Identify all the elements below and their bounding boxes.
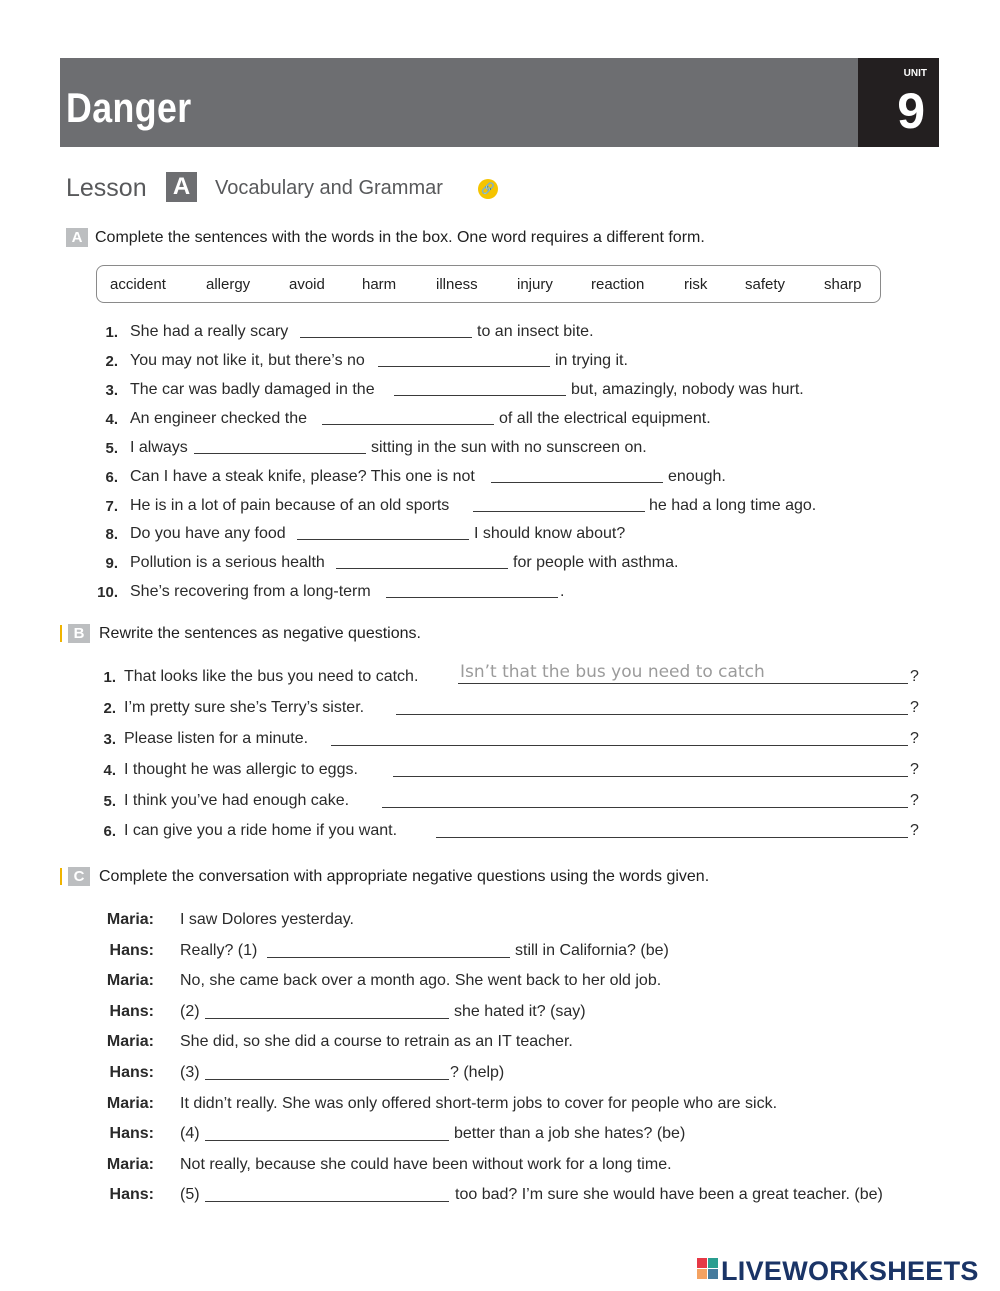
item-number: 6. xyxy=(103,823,116,840)
speaker-name: Maria: xyxy=(106,1095,154,1112)
answer-blank[interactable] xyxy=(205,1200,449,1202)
answer-blank[interactable] xyxy=(396,713,908,715)
question-mark: ? xyxy=(910,730,919,747)
line-text: (2) xyxy=(180,1003,200,1020)
answer-blank[interactable] xyxy=(194,452,366,454)
line-text: It didn’t really. She was only offered short-term jobs to cover for people who are sick. xyxy=(180,1095,778,1112)
item-text-after: . xyxy=(560,583,565,600)
item-text-after: enough. xyxy=(668,468,726,485)
answer-blank[interactable] xyxy=(322,423,494,425)
section-b-instruction: Rewrite the sentences as negative questions. xyxy=(99,625,421,642)
item-number: 6. xyxy=(105,469,118,486)
speaker-name: Maria: xyxy=(106,1033,154,1050)
item-prompt: Please listen for a minute. xyxy=(124,730,309,747)
speaker-name: Maria: xyxy=(106,911,154,928)
answer-text[interactable]: Isn’t that the bus you need to catch xyxy=(460,662,765,682)
line-text: She did, so she did a course to retrain as an IT teacher. xyxy=(180,1033,573,1050)
item-number: 4. xyxy=(105,411,118,428)
item-text-after: he had a long time ago. xyxy=(649,497,817,514)
item-number: 1. xyxy=(103,669,116,686)
item-text-after: sitting in the sun with no sunscreen on. xyxy=(371,439,647,456)
section-b-marker xyxy=(60,625,62,642)
item-number: 5. xyxy=(105,440,118,457)
answer-blank[interactable] xyxy=(382,806,908,808)
question-mark: ? xyxy=(910,699,919,716)
line-text: I saw Dolores yesterday. xyxy=(180,911,354,928)
header-banner xyxy=(60,58,858,147)
item-text-before: Pollution is a serious health xyxy=(130,554,325,571)
line-text-after: too bad? I’m sure she would have been a great teacher. (be) xyxy=(455,1186,883,1203)
item-text-before: An engineer checked the xyxy=(130,410,308,427)
line-text: Not really, because she could have been without work for a long time. xyxy=(180,1156,672,1173)
item-text-before: The car was badly damaged in the xyxy=(130,381,375,398)
answer-blank[interactable] xyxy=(331,744,908,746)
lesson-word: Lesson xyxy=(66,174,147,202)
question-mark: ? xyxy=(910,761,919,778)
item-number: 8. xyxy=(105,526,118,543)
item-text-after: in trying it. xyxy=(555,352,628,369)
item-number: 2. xyxy=(103,700,116,717)
line-text: (3) xyxy=(180,1064,200,1081)
line-text: (5) xyxy=(180,1186,200,1203)
speaker-name: Hans: xyxy=(109,1003,154,1020)
item-prompt: I thought he was allergic to eggs. xyxy=(124,761,358,778)
item-prompt: I think you’ve had enough cake. xyxy=(124,792,350,809)
answer-blank[interactable] xyxy=(205,1078,449,1080)
line-text: (4) xyxy=(180,1125,200,1142)
word-box-item: reaction xyxy=(591,276,645,293)
item-number: 10. xyxy=(97,584,118,601)
answer-blank[interactable] xyxy=(205,1017,449,1019)
answer-blank[interactable] xyxy=(267,956,510,958)
question-mark: ? xyxy=(910,792,919,809)
item-text-before: She had a really scary xyxy=(130,323,289,340)
answer-blank[interactable] xyxy=(436,836,908,838)
answer-blank[interactable] xyxy=(393,775,908,777)
speaker-name: Hans: xyxy=(109,1125,154,1142)
page-title: Danger xyxy=(66,84,192,131)
speaker-name: Hans: xyxy=(109,1186,154,1203)
word-box-item: avoid xyxy=(289,276,325,293)
item-number: 3. xyxy=(103,731,116,748)
link-icon[interactable]: 🔗 xyxy=(478,179,498,199)
item-text-before: She’s recovering from a long-term xyxy=(130,583,371,600)
lesson-letter: A xyxy=(166,172,197,202)
item-text-before: Do you have any food xyxy=(130,525,286,542)
section-b-badge: B xyxy=(68,624,90,643)
word-box-item: sharp xyxy=(824,276,862,293)
word-box xyxy=(96,265,881,303)
brand-name: LIVEWORKSHEETS xyxy=(721,1256,979,1286)
item-number: 5. xyxy=(103,793,116,810)
speaker-name: Maria: xyxy=(106,972,154,989)
answer-blank[interactable] xyxy=(491,481,663,483)
speaker-name: Hans: xyxy=(109,1064,154,1081)
line-text-after: still in California? (be) xyxy=(515,942,669,959)
item-prompt: I can give you a ride home if you want. xyxy=(124,822,398,839)
line-text: Really? (1) xyxy=(180,942,258,959)
question-mark: ? xyxy=(910,668,919,685)
word-box-item: illness xyxy=(436,276,478,293)
word-box-item: allergy xyxy=(206,276,251,293)
item-number: 7. xyxy=(105,498,118,515)
item-text-after: I should know about? xyxy=(474,525,626,542)
word-box-item: injury xyxy=(517,276,553,293)
item-text-before: He is in a lot of pain because of an old sports xyxy=(130,497,450,514)
answer-blank[interactable] xyxy=(386,596,558,598)
section-c-badge: C xyxy=(68,867,90,886)
answer-blank[interactable] xyxy=(378,365,550,367)
section-a-instruction: Complete the sentences with the words in the box. One word requires a different form. xyxy=(95,229,705,246)
word-box-item: harm xyxy=(362,276,397,293)
item-prompt: That looks like the bus you need to catch. xyxy=(124,668,419,685)
line-text-after: she hated it? (say) xyxy=(454,1003,586,1020)
section-a-badge: A xyxy=(66,228,88,247)
item-number: 4. xyxy=(103,762,116,779)
unit-badge xyxy=(858,58,939,147)
answer-blank[interactable] xyxy=(297,538,469,540)
unit-label: UNIT xyxy=(903,68,927,79)
item-text-before: I always xyxy=(130,439,188,456)
line-text-after: better than a job she hates? (be) xyxy=(454,1125,686,1142)
item-text-after: but, amazingly, nobody was hurt. xyxy=(571,381,804,398)
speaker-name: Hans: xyxy=(109,942,154,959)
lesson-subtitle: Vocabulary and Grammar xyxy=(215,177,443,199)
section-c-instruction: Complete the conversation with appropriate negative questions using the words given. xyxy=(99,868,710,885)
speaker-name: Maria: xyxy=(106,1156,154,1173)
answer-blank[interactable] xyxy=(205,1139,449,1141)
item-number: 9. xyxy=(105,555,118,572)
word-box-item: safety xyxy=(745,276,786,293)
line-text-after: ? (help) xyxy=(450,1064,505,1081)
answer-blank[interactable] xyxy=(300,336,472,338)
answer-blank[interactable] xyxy=(473,510,645,512)
item-number: 3. xyxy=(105,382,118,399)
answer-blank[interactable] xyxy=(458,682,908,684)
line-text: No, she came back over a month ago. She went back to her old job. xyxy=(180,972,662,989)
item-number: 2. xyxy=(105,353,118,370)
answer-blank[interactable] xyxy=(336,567,508,569)
answer-blank[interactable] xyxy=(394,394,566,396)
item-prompt: I’m pretty sure she’s Terry’s sister. xyxy=(124,699,365,716)
item-text-after: to an insect bite. xyxy=(477,323,594,340)
item-text-before: Can I have a steak knife, please? This one is not xyxy=(130,468,475,485)
liveworksheets-logo-icon xyxy=(697,1258,719,1280)
item-text-after: for people with asthma. xyxy=(513,554,679,571)
item-number: 1. xyxy=(105,324,118,341)
word-box-item: risk xyxy=(684,276,708,293)
question-mark: ? xyxy=(910,822,919,839)
section-c-marker xyxy=(60,868,62,885)
word-box-item: accident xyxy=(110,276,166,293)
item-text-after: of all the electrical equipment. xyxy=(499,410,711,427)
unit-number: 9 xyxy=(897,83,925,139)
item-text-before: You may not like it, but there’s no xyxy=(130,352,365,369)
